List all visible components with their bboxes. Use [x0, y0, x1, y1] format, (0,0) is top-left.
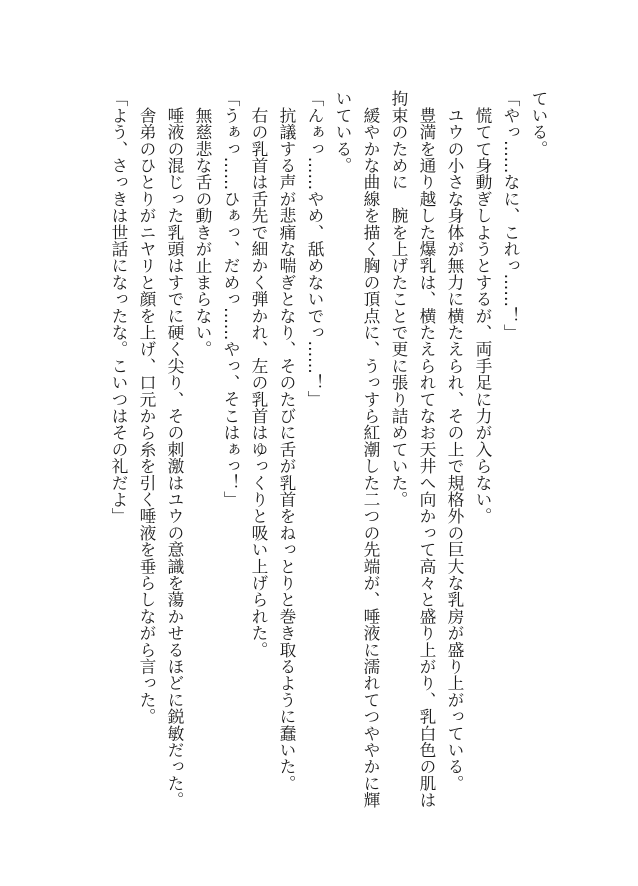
dialogue-column: 「うぁっ……ひぁっ、だめっ……やっ、そこはぁっ！」 — [221, 90, 241, 508]
text-column: 拘束のために 腕を上げたことで更に張り詰めていた。 — [389, 90, 409, 508]
text-column: 慌てて身動ぎしようとするが、両手足に力が入らない。 — [473, 90, 493, 525]
text-column: 豊満を通り越した爆乳は、横たえられてなお天井へ向かって高々と盛り上がり、乳白色の肌は — [417, 90, 437, 809]
text-column: ユウの小さな身体が無力に横たえられ、その上で規格外の巨大な乳房が盛り上がっている。 — [445, 90, 465, 792]
text-column: 唾液の混じった乳頭はすでに硬く尖り、その刺激はユウの意識を蕩かせるほどに鋭敏だった。 — [165, 90, 185, 809]
text-column: ている。 — [529, 90, 549, 157]
dialogue-column: 「よう、さっきは世話になったな。こいつはその礼だよ」 — [109, 90, 129, 525]
text-column: 右の乳首は舌先で細かく弾かれ、左の乳首はゆっくりと吸い上げられた。 — [249, 90, 269, 658]
text-column: いている。 — [333, 90, 353, 174]
text-column: 無慈悲な舌の動きが止まらない。 — [193, 90, 213, 358]
text-column: 舎弟のひとりがニヤリと顔を上げ、口元から糸を引く唾液を垂らしながら言った。 — [137, 90, 157, 725]
vertical-text-page — [105, 90, 553, 810]
dialogue-column: 「んぁっ……やめ、舐めないでっ……！」 — [305, 90, 325, 408]
text-column: 抗議する声が悲痛な喘ぎとなり、そのたびに舌が乳首をねっとりと巻き取るように蠢いた。 — [277, 90, 297, 792]
dialogue-column: 「やっ……なに、これっ……！」 — [501, 90, 521, 341]
text-column: 緩やかな曲線を描く胸の頂点に、うっすら紅潮した二つの先端が、唾液に濡れてつややかに輝 — [361, 90, 381, 809]
